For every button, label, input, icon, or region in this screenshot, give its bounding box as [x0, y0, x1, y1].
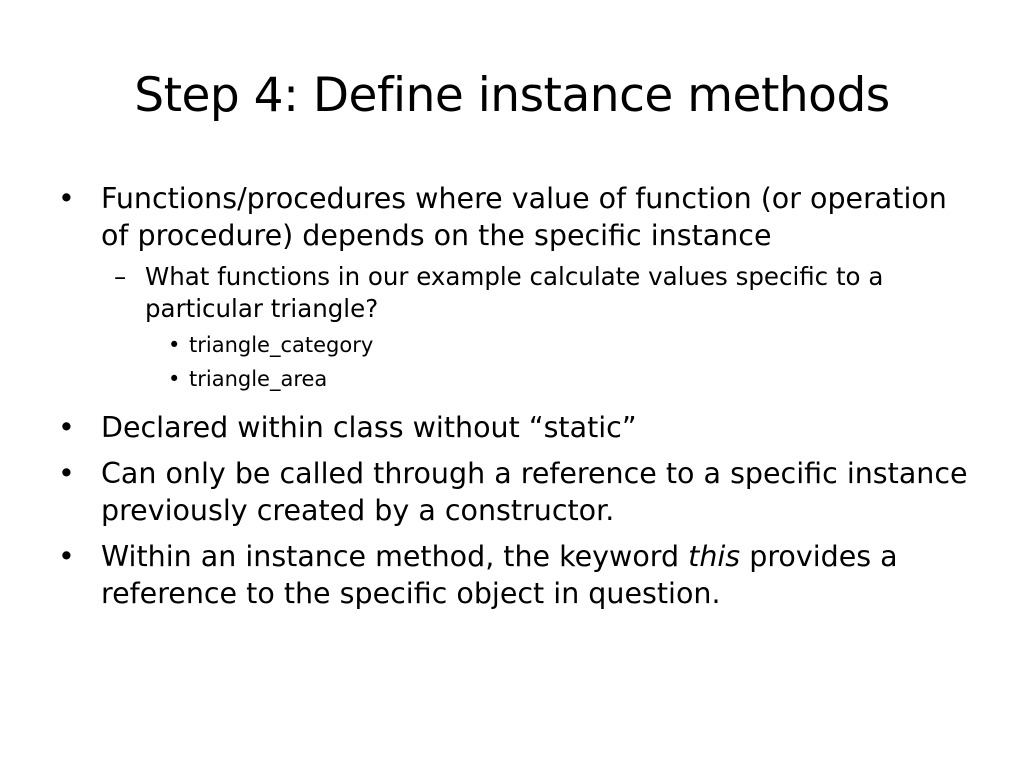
dash-icon: –: [114, 262, 127, 291]
bullet-icon: •: [58, 540, 75, 573]
bullet-text: Declared within class without “static”: [101, 411, 637, 444]
sub-sub-bullet-text: triangle_category: [189, 333, 374, 357]
bullet-item-this-keyword: [56, 538, 976, 612]
sub-sub-bullet-item-area: [144, 365, 976, 393]
keyword-this: this: [688, 540, 741, 573]
sub-sub-bullet-item-category: [144, 331, 976, 359]
slide-body: [56, 180, 976, 621]
bullet-icon: •: [58, 182, 75, 215]
bullet-text: Functions/procedures where value of function (or operation of procedure) depends on the specific instance: [101, 182, 947, 252]
sub-bullet-text: What functions in our example calculate values specific to a particular triangle?: [145, 262, 884, 323]
bullet-icon: •: [168, 333, 181, 357]
sub-sub-bullet-text: triangle_area: [189, 367, 328, 391]
bullet-icon: •: [58, 411, 75, 444]
bullet-icon: •: [58, 457, 75, 490]
slide-title: Step 4: Define instance methods: [134, 68, 890, 123]
sub-bullet-item-question: [100, 261, 976, 325]
bullet-item-functions: [56, 180, 976, 254]
bullet-text: Can only be called through a reference to a specific instance previously created by a constructor.: [101, 457, 968, 527]
bullet-text-after: provides a reference to the specific object in question.: [101, 540, 898, 610]
bullet-text-before: Within an instance method, the keyword: [101, 540, 689, 573]
bullet-item-called-through-reference: [56, 455, 976, 529]
bullet-icon: •: [168, 367, 181, 391]
bullet-item-declared: [56, 409, 976, 446]
